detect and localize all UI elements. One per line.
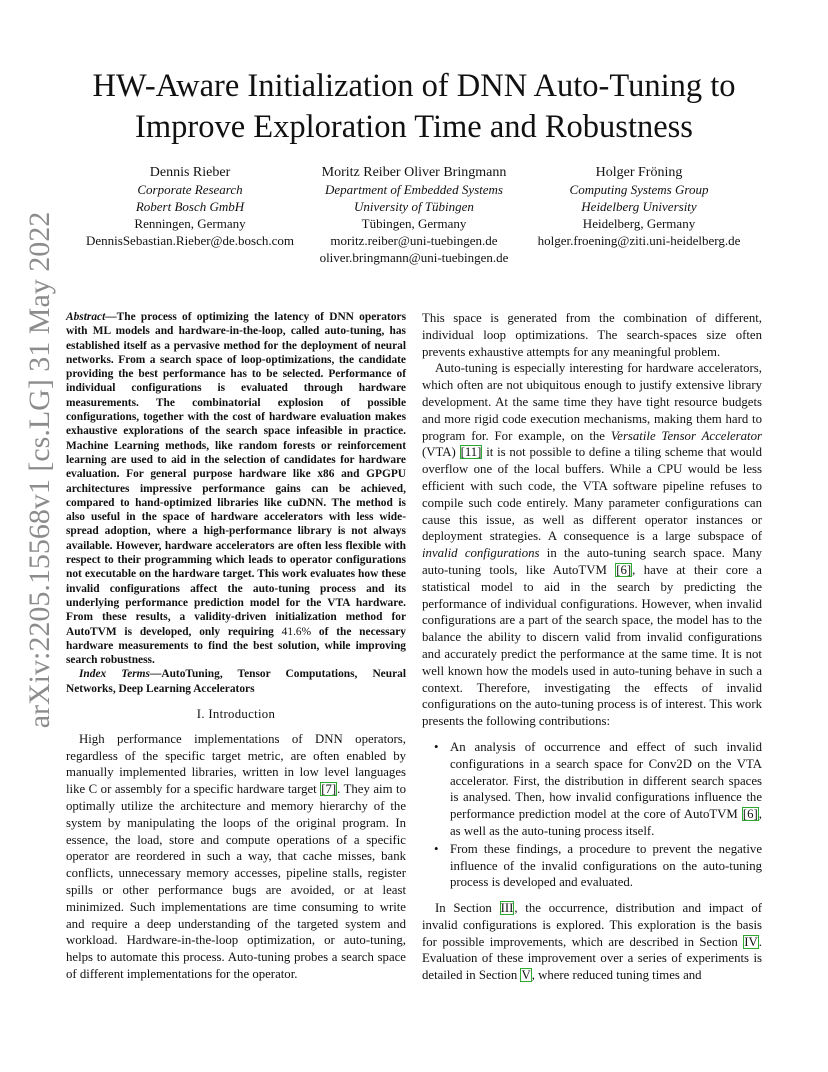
title-line-1: HW-Aware Initialization of DNN Auto-Tuning to <box>92 68 736 104</box>
citation-link[interactable]: [6] <box>742 807 758 822</box>
arxiv-stamp: arXiv:2205.15568v1 [cs.LG] 31 May 2022 <box>23 211 56 729</box>
section-heading: I. Introduction <box>196 707 276 722</box>
abstract-label: Abstract <box>66 311 106 323</box>
author-name: Moritz Reiber Oliver Bringmann <box>321 165 507 180</box>
author-location: Tübingen, Germany <box>361 216 467 231</box>
author-location: Renningen, Germany <box>134 216 246 231</box>
paper-title <box>60 66 768 148</box>
author-affiliation: Robert Bosch GmbH <box>135 199 245 214</box>
section-link[interactable]: V <box>521 968 531 983</box>
list-item: • An analysis of occurrence and effect of such invalid configurations in a search space for Conv2D on the VTA accelerator. First, the distribution in different search spaces is analysed. Then, how invalid configurations influence the performance prediction model at the core of AutoTVM [6], as well as the auto-tuning process itself. <box>450 739 762 840</box>
citation-link[interactable]: [7] <box>321 782 337 797</box>
intro-paragraph: High performance implementations of DNN operators, regardless of the specific target metric, are often enabled by manually implemented libraries, written in low level languages like C or assembly for a specific hardware target [7]. They aim to optimally utilize the architecture and memory hierarchy of the system by manipulating the loops of the original program. In essence, the load, store and compute operations of a specific operator are reordered in such a way, that cache misses, bank conflicts, unnecessary memory accesses, pipeline stalls, register spills or other performance bugs are avoided, or at least minimized. Such implementations are time consuming to write and require a deep understanding of the targeted system and workload. Hardware-in-the-loop optimization, or auto-tuning, helps to automate this process. Auto-tuning probes a search space of different implementations for the operator. <box>66 731 406 981</box>
list-item: • From these findings, a procedure to prevent the negative influence of the invalid configurations on the auto-tuning process is developed and evaluated. <box>450 841 762 891</box>
author-name: Holger Fröning <box>595 165 683 180</box>
author-email: oliver.bringmann@uni-tuebingen.de <box>319 250 509 265</box>
citation-link[interactable]: [11] <box>460 445 482 460</box>
author-email: DennisSebastian.Rieber@de.bosch.com <box>85 233 295 248</box>
index-terms-label: Index Terms <box>79 668 150 681</box>
left-column <box>66 310 406 983</box>
paragraph: This space is generated from the combination of different, individual loop optimizations. The search-spaces size often prevents exhaustive attempts for any meaningful problem. <box>422 311 762 359</box>
contribution-list <box>422 739 762 891</box>
author-affiliation: Department of Embedded Systems <box>325 182 503 197</box>
index-terms: Index Terms—AutoTuning, Tensor Computations, Neural Networks, Deep Learning Accelerators <box>66 668 406 695</box>
paragraph: In Section III, the occurrence, distribution and impact of invalid configurations is explored. This exploration is the basis for possible improvements, which are described in Section IV. Evaluation of these improvement over a series of experiments is detailed in Section V, where reduced tuning times and <box>422 901 762 983</box>
author-block-2 <box>320 164 509 266</box>
paragraph: Auto-tuning is especially interesting for hardware accelerators, which often are not ubiquitous enough to justify extensive library development. At the same time they have tight resource budgets and more rigid code execution mechanisms, making them hard to program for. For example, on the Versatile Tensor Accelerator (VTA) [11] it is not possible to define a tiling scheme that would overflow one of the local buffers. While a CPU would be less efficient with such code, the VTA software pipeline refuses to compile such code entirely. Many parameter configurations can cause this issue, as well as different operator instances or deployment strategies. A consequence is a large subspace of invalid configurations in the auto-tuning search space. Many auto-tuning tools, like AutoTVM [6], have at their core a statistical model to aid in the search by predicting the performance of individual configurations. However, when invalid configurations are a part of the search space, the model has to the balance the ability to discern valid from invalid configurations and accurately predict the performance at the same time. It is not well known how the models used in auto-tuning behave in such a context. Therefore, investigating the effects of invalid configurations on the auto-tuning process is of interest. This work presents the following contributions: <box>422 361 762 729</box>
author-block-3 <box>538 164 741 249</box>
author-name: Dennis Rieber <box>149 165 231 180</box>
author-location: Heidelberg, Germany <box>582 216 696 231</box>
section-link[interactable]: III <box>500 901 514 916</box>
title-line-2: Improve Exploration Time and Robustness <box>135 109 693 145</box>
author-block-1 <box>86 164 294 249</box>
author-email: holger.froening@ziti.uni-heidelberg.de <box>537 233 741 248</box>
author-affiliation: University of Tübingen <box>354 199 474 214</box>
right-column <box>422 310 762 984</box>
citation-link[interactable]: [6] <box>616 562 632 577</box>
author-email: moritz.reiber@uni-tuebingen.de <box>330 233 498 248</box>
section-link[interactable]: IV <box>744 934 758 949</box>
author-affiliation: Computing Systems Group <box>569 182 709 197</box>
author-affiliation: Corporate Research <box>137 182 243 197</box>
author-affiliation: Heidelberg University <box>581 199 697 214</box>
abstract: Abstract—The process of optimizing the latency of DNN operators with ML models and hardware-in-the-loop, called auto-tuning, has established itself as a pervasive method for the deployment of neural networks. From a search space of loop-optimizations, the candidate providing the best performance has to be selected. Performance of individual configurations is evaluated through hardware measurements. The combinatorial explosion of possible configurations, together with the cost of hardware evaluation makes exhaustive explorations of the search space infeasible in practice. Machine Learning methods, like random forests or reinforcement learning are used to aid in the selection of candidates for hardware evaluation. For general purpose hardware like x86 and GPGPU architectures impressive performance gains can be achieved, compared to hand-optimized libraries like cuDNN. The method is also useful in the space of hardware accelerators with less wide-spread adoption, where a high-performance library is not always available. However, hardware accelerators are often less flexible with respect to their programming which leads to operator configurations not executable on the hardware target. This work evaluates how these invalid configurations affect the auto-tuning process and its underlying performance prediction model for the VTA hardware. From these results, a validity-driven initialization method for AutoTVM is developed, only requiring 41.6% of the necessary hardware measurements to find the best solution, while improving search robustness. <box>66 311 406 667</box>
